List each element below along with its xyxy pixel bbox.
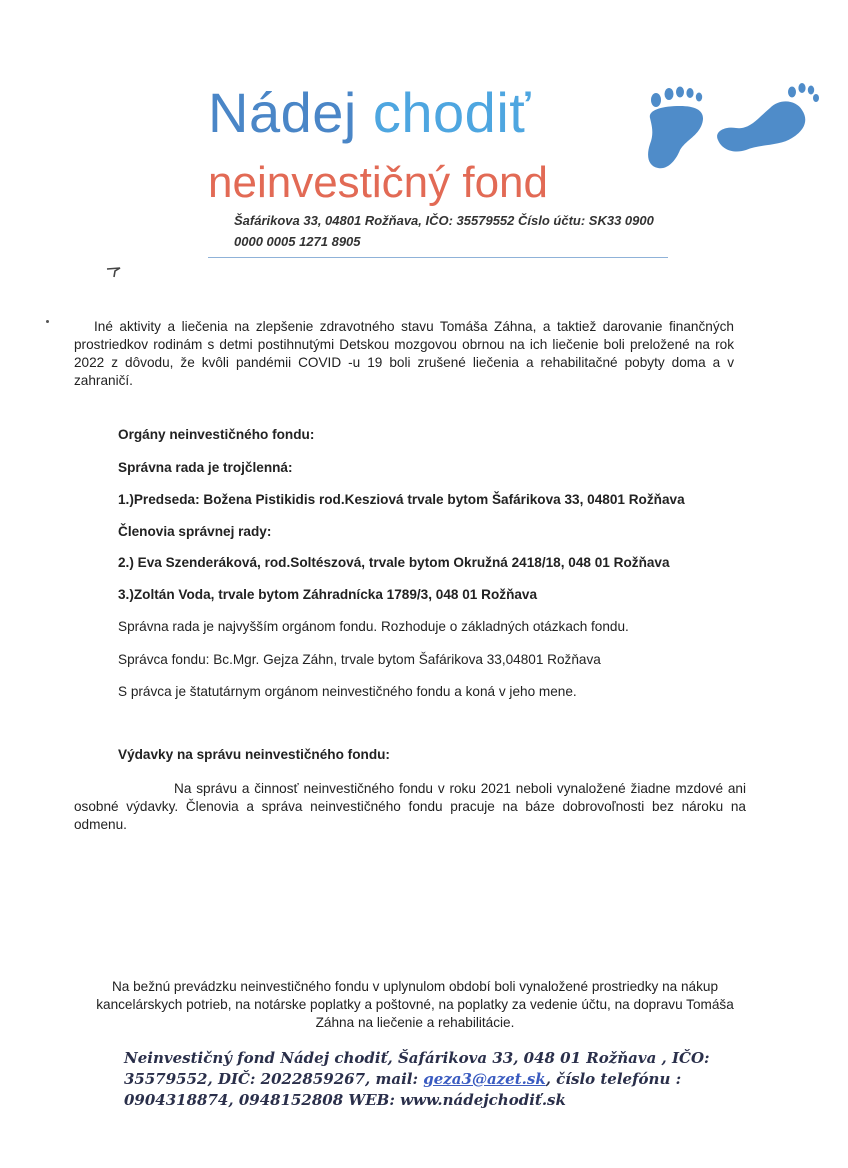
expenses-heading: Výdavky na správu neinvestičného fondu: [118, 747, 390, 762]
members-title: Členovia správnej rady: [118, 524, 272, 539]
logo-subtitle: neinvestičný fond [208, 158, 548, 207]
footprints-icon [640, 78, 820, 173]
administrator: Správca fondu: Bc.Mgr. Gejza Záhn, trvale bytom Šafárikova 33,04801 Rožňava [118, 652, 601, 667]
administrator-role: S právca je štatutárnym orgánom neinvestičného fondu a koná v jeho mene. [118, 684, 577, 699]
intro-paragraph: Iné aktivity a liečenia na zlepšenie zdravotného stavu Tomáša Záhna, a taktiež darovanie finančných prostriedkov rodinám s detmi postihnutými Detskou mozgovou obrnou na ich liečenie boli preložené na rok 2022 z dôvodu, že kvôli pandémii COVID -u 19 boli zrušené liečenia a rehabilitačné pobyty doma a v zahraničí. [74, 319, 734, 388]
board-member-2: 2.) Eva Szenderáková, rod.Soltészová, trvale bytom Okružná 2418/18, 048 01 Rožňava [118, 555, 670, 570]
board-title: Správna rada je trojčlenná: [118, 460, 293, 475]
header-contact [234, 210, 674, 252]
board-member-3: 3.)Zoltán Voda, trvale bytom Záhradnícka 1789/3, 048 01 Rožňava [118, 587, 538, 602]
expenses-paragraph: Na správu a činnosť neinvestičného fondu v roku 2021 neboli vynaložené žiadne mzdové ani osobné výdavky. Členovia a správa neinvestičného fondu pracuje na báze dobrovoľnosti bez nároku na odmenu. [74, 781, 746, 832]
stray-dot [46, 320, 49, 323]
stray-mark-icon [106, 266, 122, 278]
footer-contact [124, 1048, 714, 1111]
footer-text-part2: , číslo telefónu : 0904318874, 0948152808 WEB: www.nádejchodiť.sk [124, 1070, 682, 1109]
board-chair: 1.)Predseda: Božena Pistikidis rod.Kesziová trvale bytom Šafárikova 33, 04801 Rožňava [118, 492, 685, 507]
header-contact-line2: 0000 0005 1271 8905 [234, 234, 361, 249]
logo-word-nadej: Nádej [208, 81, 357, 144]
operations-paragraph: Na bežnú prevádzku neinvestičného fondu v uplynulom období boli vynaložené prostriedky na nákup kancelárskych potrieb, na notárske poplatky a poštovné, na poplatky za vedenie účtu, na dopravu Tomáša Záhna na liečenie a rehabilitácie. [96, 979, 734, 1030]
organs-heading: Orgány neinvestičného fondu: [118, 427, 315, 442]
footer-text-part1: Neinvestičný fond Nádej chodiť, Šafárikova 33, 048 01 Rožňava , IČO: 35579552, DIČ: 2022859267, mail: [124, 1049, 710, 1088]
board-role: Správna rada je najvyšším orgánom fondu. Rozhoduje o základných otázkach fondu. [118, 619, 629, 634]
header-divider [208, 257, 668, 258]
header-contact-line1: Šafárikova 33, 04801 Rožňava, IČO: 35579552 Číslo účtu: SK33 0900 [234, 213, 654, 228]
footer-email-link[interactable]: geza3@azet.sk [423, 1070, 546, 1088]
logo-word-chodit: chodiť [372, 81, 531, 144]
logo-title [208, 80, 531, 146]
